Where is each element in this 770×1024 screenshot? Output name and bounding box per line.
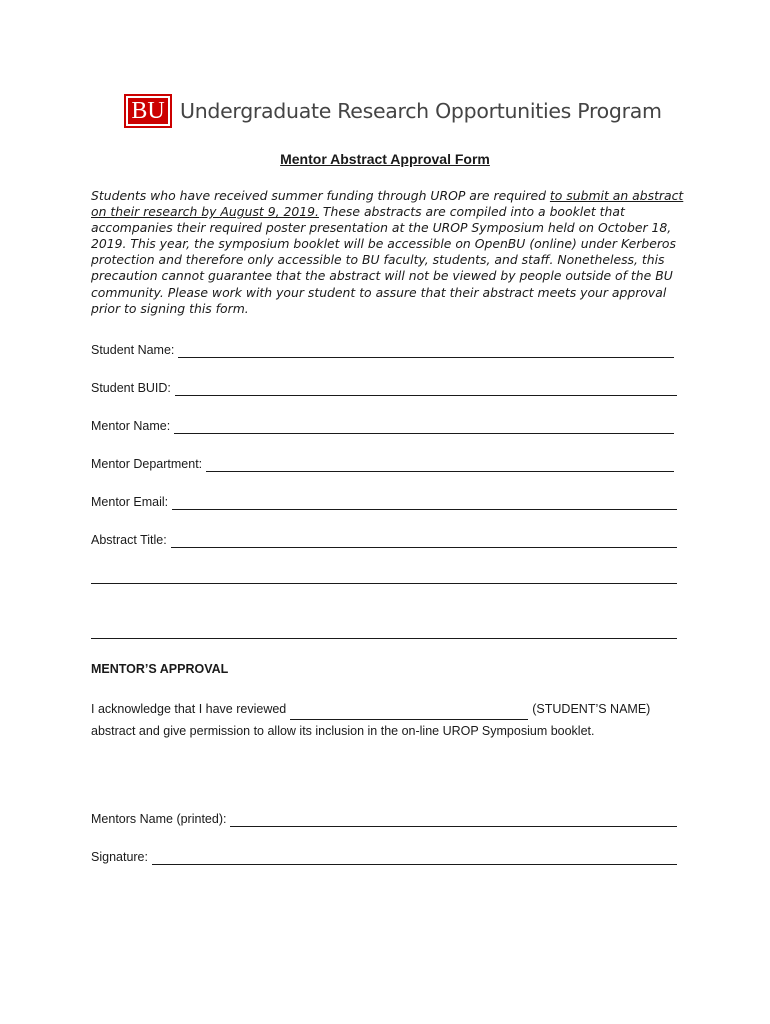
signature-label: Signature:: [91, 850, 148, 864]
mentor-approval-heading: MENTOR’S APPROVAL: [91, 662, 229, 676]
logo-text: BU: [131, 97, 165, 124]
program-name: Undergraduate Research Opportunities Program: [180, 99, 662, 123]
student-name-label: Student Name:: [91, 343, 175, 357]
signature-field[interactable]: [91, 847, 677, 865]
signature-line[interactable]: [152, 850, 677, 865]
ack-prefix: I acknowledge that I have reviewed: [91, 702, 287, 716]
mentor-department-line[interactable]: [206, 457, 674, 472]
student-buid-label: Student BUID:: [91, 381, 171, 395]
mentor-email-line[interactable]: [172, 495, 677, 510]
header: [124, 93, 662, 129]
mentor-email-field[interactable]: [91, 492, 677, 510]
intro-paragraph: [91, 188, 691, 317]
student-buid-line[interactable]: [175, 381, 677, 396]
intro-text-2: These abstracts are compiled into a booklet that accompanies their required poster presentation at the UROP Symposium held on October 18, 2019. This year, the symposium booklet will be accessible on OpenBU (online) under Kerberos protection and therefore only accessible to BU faculty, students, and staff. Nonetheless, this precaution cannot guarantee that the abstract will not be viewed by people outside of the BU community. Please work with your student to assure that their abstract meets your approval prior to signing this form.: [91, 204, 676, 316]
student-buid-field[interactable]: [91, 378, 677, 396]
mentor-printed-name-field[interactable]: [91, 809, 677, 827]
acknowledgement-line-2: abstract and give permission to allow its inclusion in the on-line UROP Symposium booklet.: [91, 724, 595, 738]
form-title: Mentor Abstract Approval Form: [280, 151, 490, 167]
mentor-printed-name-line[interactable]: [230, 812, 677, 827]
mentor-email-label: Mentor Email:: [91, 495, 169, 509]
intro-text-1: Students who have received summer funding through UROP are required: [91, 188, 550, 203]
bu-logo: [124, 94, 172, 128]
mentor-printed-name-label: Mentors Name (printed):: [91, 812, 227, 826]
mentor-name-label: Mentor Name:: [91, 419, 171, 433]
abstract-title-line[interactable]: [171, 533, 677, 548]
intro-deadline: to submit an abstract on their research by August 9, 2019.: [91, 188, 684, 220]
mentor-department-label: Mentor Department:: [91, 457, 203, 471]
mentor-department-field[interactable]: [91, 454, 677, 472]
abstract-title-line-3[interactable]: [91, 638, 677, 639]
abstract-title-line-2[interactable]: [91, 583, 677, 584]
student-name-line[interactable]: [178, 343, 674, 358]
student-name-blank[interactable]: [290, 705, 528, 720]
abstract-title-label: Abstract Title:: [91, 533, 167, 547]
mentor-name-field[interactable]: [91, 416, 677, 434]
abstract-title-field[interactable]: [91, 530, 677, 548]
student-name-field[interactable]: [91, 340, 677, 358]
acknowledgement-line-1: [91, 698, 677, 720]
mentor-name-line[interactable]: [174, 419, 674, 434]
ack-suffix: (STUDENT’S NAME): [532, 702, 651, 716]
